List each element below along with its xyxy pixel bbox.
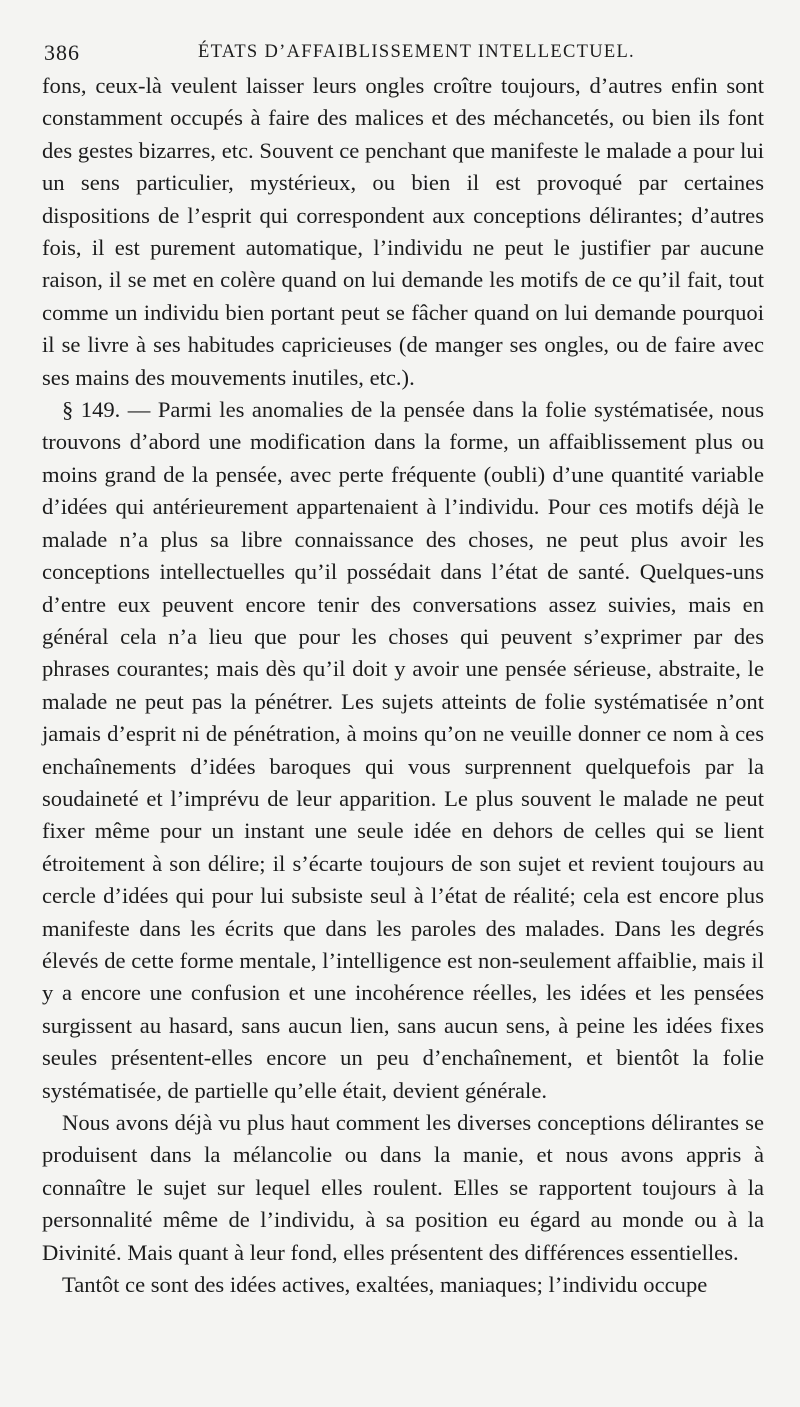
paragraph-conceptions: Nous avons déjà vu plus haut comment les diverses conceptions délirantes se produisent dans la mélancolie ou dans la manie, et nous avons appris à connaître le sujet sur lequel elles roulent. Elles se rapportent toujours à la personnalité même de l’individu, à sa position eu égard au monde ou à la Divinité. Mais quant à leur fond, elles présentent des différences essentielles.	[42, 1110, 764, 1265]
page-number: 386	[44, 40, 80, 65]
running-title: ÉTATS D’AFFAIBLISSEMENT INTELLECTUEL.	[198, 42, 635, 62]
running-head	[42, 36, 764, 70]
paragraph-continuation: fons, ceux-là veulent laisser leurs ongles croître toujours, d’autres enfin sont constamment occupés à faire des malices et des méchancetés, ou bien ils font des gestes bizarres, etc. Souvent ce penchant que manifeste le malade a pour lui un sens particulier, mystérieux, ou bien il est provoqué par certaines dispositions de l’esprit qui correspondent aux conceptions délirantes; d’autres fois, il est purement automatique, l’individu ne peut le justifier par aucune raison, il se met en colère quand on lui demande les motifs de ce qu’il fait, tout comme un individu bien portant peut se fâcher quand on lui demande pourquoi il se livre à ses habitudes capricieuses (de manger ses ongles, ou de faire avec ses mains des mouvements inutiles, etc.).	[42, 73, 764, 390]
body-text	[42, 70, 764, 1301]
paragraph-section-149: § 149. — Parmi les anomalies de la pensée dans la folie systématisée, nous trouvons d’abord une modification dans la forme, un affaiblissement plus ou moins grand de la pensée, avec perte fréquente (oubli) d’une quantité variable d’idées qui antérieurement appartenaient à l’individu. Pour ces motifs déjà le malade n’a plus sa libre connaissance des choses, ne peut plus avoir les conceptions intellectuelles qu’il possédait dans l’état de santé. Quelques-uns d’entre eux peuvent encore tenir des conversations assez suivies, mais en général cela n’a lieu que pour les choses qui peuvent s’exprimer par des phrases courantes; mais dès qu’il doit y avoir une pensée sérieuse, abstraite, le malade ne peut pas la pénétrer. Les sujets atteints de folie systématisée n’ont jamais d’esprit ni de pénétration, à moins qu’on ne veuille donner ce nom à ces enchaînements d’idées baroques qui vous surprennent quelquefois par la soudaineté et l’imprévu de leur apparition. Le plus souvent le malade ne peut fixer même pour un instant une seule idée en dehors de celles qui se lient étroitement à son délire; il s’écarte toujours de son sujet et revient toujours au cercle d’idées qui pour lui subsiste seul à l’état de réalité; cela est encore plus manifeste dans les écrits que dans les paroles des malades. Dans les degrés élevés de cette forme mentale, l’intelligence est non-seulement affaiblie, mais il y a encore une confusion et une incohérence réelles, les idées et les pensées surgissent au hasard, sans aucun lien, sans aucun sens, à peine les idées fixes seules présentent-elles encore un peu d’enchaînement, et bientôt la folie systématisée, de partielle qu’elle était, devient générale.	[42, 397, 764, 1103]
paragraph-final-line: Tantôt ce sont des idées actives, exaltées, maniaques; l’individu occupe	[62, 1272, 708, 1298]
